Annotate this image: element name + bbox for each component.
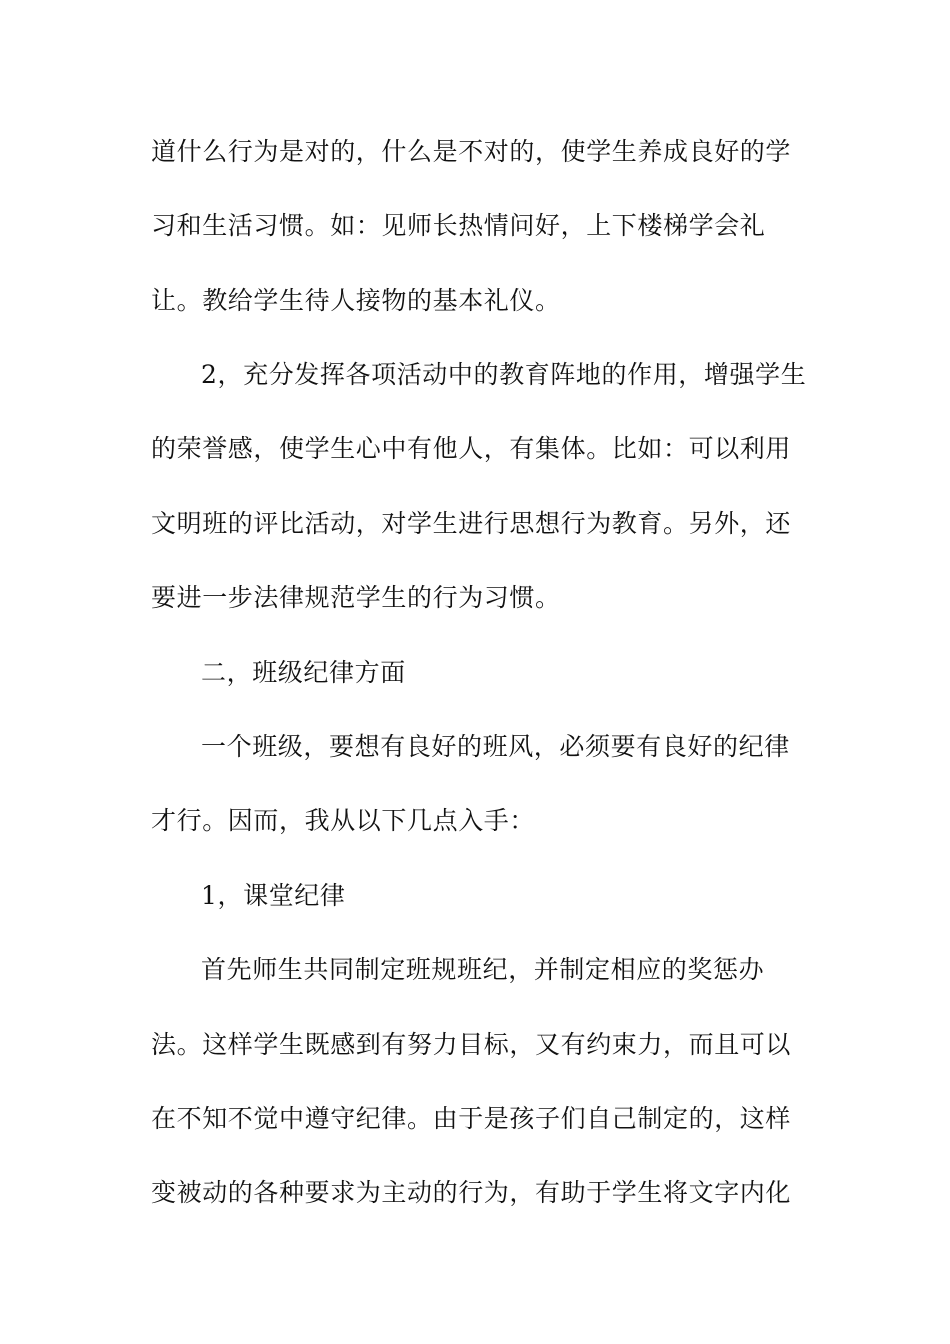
section-heading: 二，班级纪律方面 (201, 658, 406, 687)
text-line: 要进一步法律规范学生的行为习惯。 (151, 583, 561, 612)
text-line: 2，充分发挥各项活动中的教育阵地的作用，增强学生 (201, 360, 807, 389)
text-line: 变被动的各种要求为主动的行为，有助于学生将文字内化 (151, 1178, 792, 1207)
text-line: 的荣誉感，使学生心中有他人，有集体。比如：可以利用 (151, 434, 792, 463)
text-line: 才行。因而，我从以下几点入手： (151, 806, 536, 835)
text-line: 道什么行为是对的，什么是不对的，使学生养成良好的学 (151, 137, 792, 166)
text-line: 文明班的评比活动，对学生进行思想行为教育。另外，还 (151, 509, 792, 538)
text-line: 首先师生共同制定班规班纪，并制定相应的奖惩办 (201, 955, 765, 984)
text-line: 法。这样学生既感到有努力目标，又有约束力，而且可以 (151, 1030, 792, 1059)
text-line: 习和生活习惯。如：见师长热情问好，上下楼梯学会礼 (151, 211, 766, 240)
text-line: 在不知不觉中遵守纪律。由于是孩子们自己制定的，这样 (151, 1104, 792, 1133)
subsection-heading: 1，课堂纪律 (201, 881, 346, 910)
text-line: 让。教给学生待人接物的基本礼仪。 (151, 286, 561, 315)
text-line: 一个班级，要想有良好的班风，必须要有良好的纪律 (201, 732, 790, 761)
